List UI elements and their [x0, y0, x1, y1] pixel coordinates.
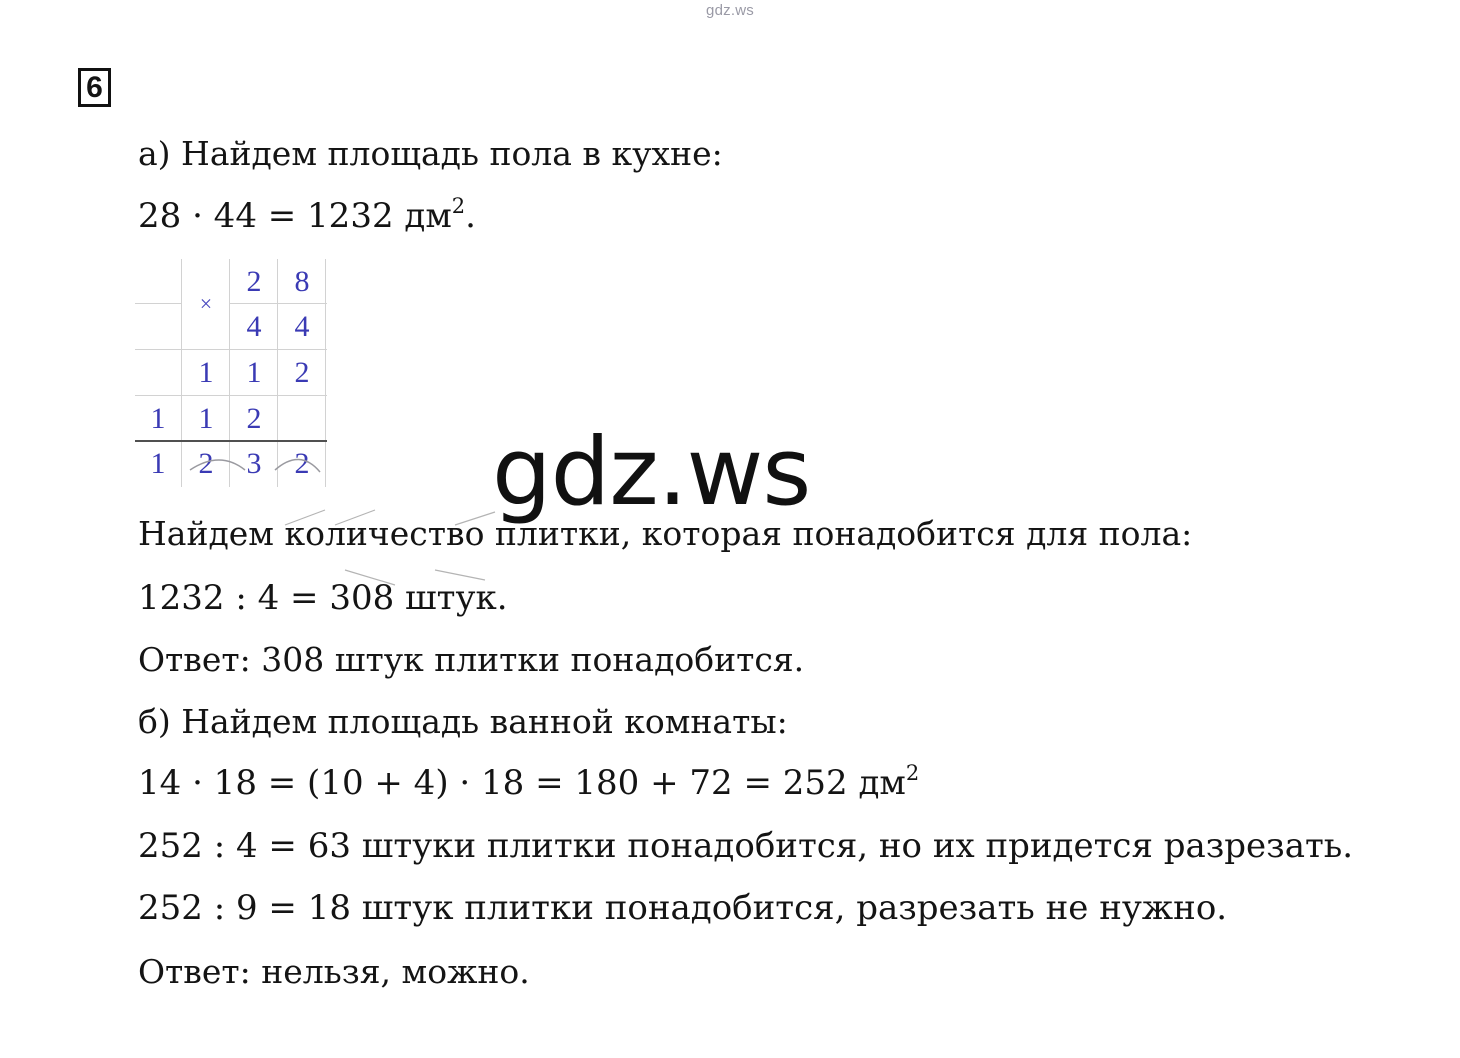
part-b-area-text: 14 · 18 = (10 + 4) · 18 = 180 + 72 = 252 дм — [138, 763, 906, 803]
grid-digit: 1 — [150, 402, 166, 435]
multiplication-sign: × — [199, 291, 213, 316]
part-a-count-equation: 1232 : 4 = 308 штук. — [138, 578, 508, 618]
part-a-intro: а) Найдем площадь пола в кухне: — [138, 134, 723, 173]
part-b-answer: Ответ: нельзя, можно. — [138, 952, 530, 991]
grid-digit: 4 — [246, 310, 262, 343]
part-b-count-9-equation: 252 : 9 = 18 штук плитки понадобится, разрезать не нужно. — [138, 888, 1228, 928]
part-a-count-intro: Найдем количество плитки, которая понадобится для пола: — [138, 514, 1193, 553]
grid-line — [135, 303, 181, 304]
part-b-area-exponent: 2 — [905, 761, 920, 785]
part-a-area-text: 28 · 44 = 1232 дм — [138, 196, 452, 236]
grid-digit: 4 — [294, 310, 310, 343]
grid-digit: 1 — [198, 402, 214, 435]
grid-digit: 3 — [246, 447, 262, 480]
grid-digit: 1 — [150, 447, 166, 480]
task-number-box: 6 — [78, 68, 111, 107]
part-a-area-end: . — [465, 196, 476, 236]
part-b-count-4-equation: 252 : 4 = 63 штуки плитки понадобится, но их придется разрезать. — [138, 826, 1354, 866]
grid-digit: 1 — [246, 356, 262, 389]
grid-digit: 2 — [294, 447, 310, 480]
grid-digit: 2 — [246, 265, 262, 298]
grid-digit: 1 — [198, 356, 214, 389]
part-a-area-equation — [138, 196, 476, 236]
part-b-intro: б) Найдем площадь ванной комнаты: — [138, 702, 788, 741]
grid-digit: 2 — [246, 402, 262, 435]
gdz-watermark: gdz.ws — [492, 418, 811, 527]
grid-digit: 2 — [198, 447, 214, 480]
grid-digit: 2 — [294, 356, 310, 389]
grid-digit: 8 — [294, 265, 310, 298]
part-a-answer: Ответ: 308 штук плитки понадобится. — [138, 640, 805, 679]
part-a-area-exponent: 2 — [451, 194, 466, 218]
part-b-area-equation — [138, 763, 919, 803]
site-header-link[interactable]: gdz.ws — [706, 2, 754, 19]
